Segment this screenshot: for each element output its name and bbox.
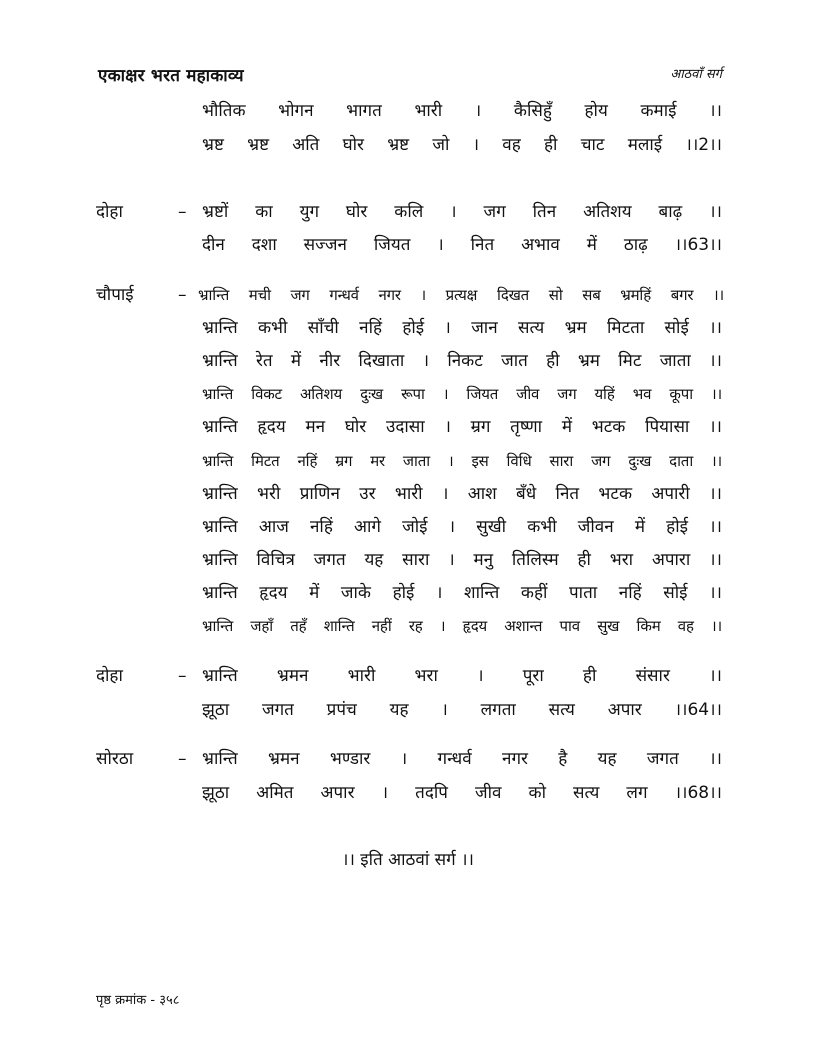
verse-line: दीन दशा सज्जन जियत । नित अभाव में ठाढ़ ।।63।। [202,235,722,255]
verse-line: भ्रान्ति भ्रमन भारी भरा । पूरा ही संसार ।। [202,666,722,686]
verse-line: भ्रान्ति मिटत नहिं म्रग मर जाता । इस विधि सारा जग दुःख दाता ।। [202,452,722,470]
book-title: एकाक्षर भरत महाकाव्य [98,66,244,86]
verse-line: झूठा अमित अपार । तदपि जीव को सत्य लग ।।68।। [202,783,722,803]
verse-line: भ्रान्ति कभी साँची नहिं होई । जान सत्य भ्रम मिटता सोई ।। [202,318,722,338]
chapter-closing: ।। इति आठवां सर्ग ।। [342,850,474,870]
verse-line: भ्रष्टों का युग घोर कलि । जग तिन अतिशय बाढ़ ।। [202,202,722,222]
verse-label-soratha: सोरठा [96,749,134,769]
verse-dash: – [178,202,187,222]
verse-label-doha: दोहा [96,202,123,222]
verse-dash: – [178,666,187,686]
verse-dash: – [178,285,187,305]
chapter-name: आठवाँ सर्ग [670,67,722,82]
verse-line: भ्रान्ति भरी प्राणिन उर भारी । आश बँधे नित भटक अपारी ।। [202,484,722,504]
verse-line: भ्रान्ति रेत में नीर दिखाता । निकट जात ही भ्रम मिट जाता ।। [202,351,722,371]
verse-dash: – [178,749,187,769]
verse-line: भ्रष्ट भ्रष्ट अति घोर भ्रष्ट जो । वह ही चाट मलाई ।।2।। [202,135,722,155]
verse-line: भ्रान्ति हृदय मन घोर उदासा । म्रग तृष्णा में भटक पियासा ।। [202,417,722,437]
verse-line: भ्रान्ति विचित्र जगत यह सारा । मनु तिलिस्म ही भरा अपारा ।। [202,550,722,570]
verse-line: भ्रान्ति आज नहिं आगे जोई । सुखी कभी जीवन में होई ।। [202,517,722,537]
verse-label-chaupai: चौपाई [96,285,134,305]
verse-line: भौतिक भोगन भागत भारी । कैसिहुँ होय कमाई ।। [202,101,722,121]
verse-line: भ्रान्ति भ्रमन भण्डार । गन्धर्व नगर है यह जगत ।। [202,749,722,769]
verse-line: भ्रान्ति मची जग गन्धर्व नगर । प्रत्यक्ष दिखत सो सब भ्रमहिं बगर ।। [198,286,724,304]
verse-line: झूठा जगत प्रपंच यह । लगता सत्य अपार ।।64।। [202,700,722,720]
verse-line: भ्रान्ति जहाँ तहँ शान्ति नहीं रह । हृदय अशान्त पाव सुख किम वह ।। [202,617,722,635]
verse-label-doha: दोहा [96,666,123,686]
verse-line: भ्रान्ति विकट अतिशय दुःख रूपा । जियत जीव जग यहिं भव कूपा ।। [202,385,722,403]
page-number: पृष्ठ क्रमांक - ३५८ [96,993,180,1008]
verse-line: भ्रान्ति हृदय में जाके होई । शान्ति कहीं पाता नहिं सोई ।। [202,583,722,603]
